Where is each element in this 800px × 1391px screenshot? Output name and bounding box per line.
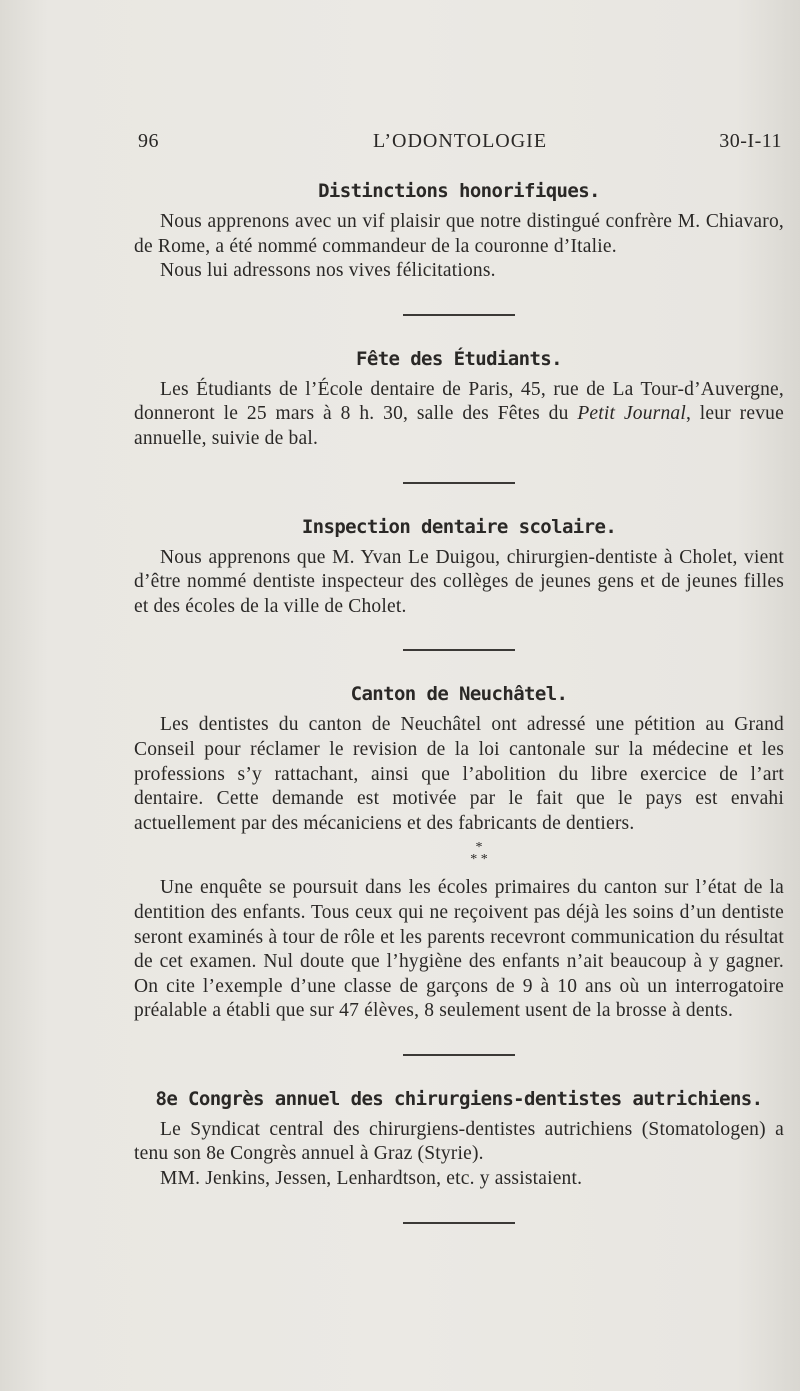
issue-date: 30-I-11 — [719, 130, 782, 152]
text-run: Les Étudiants de l’École dentaire de Paris, 45, rue de La Tour-d’Auvergne, donneront le 25 mars à 8 h. 30, salle des Fêtes du — [134, 378, 784, 425]
text-run: , leur revue annuelle, suivie de bal. — [134, 403, 784, 449]
asterism-bottom: * * — [470, 852, 488, 868]
paragraph: Nous apprenons que M. Yvan Le Duigou, chirurgien-dentiste à Cholet, vient d’être nommé dentiste inspecteur des collèges de jeunes gens et de jeunes filles et des écoles de la ville de Cholet. — [134, 546, 784, 617]
article-column — [134, 176, 784, 1252]
section-divider — [403, 1054, 515, 1056]
paragraph: Nous apprenons avec un vif plaisir que notre distingué confrère M. Chiavaro, de Rome, a été nommé commandeur de la couronne d’Italie. — [134, 211, 784, 257]
paragraph: Une enquête se poursuit dans les écoles primaires du canton sur l’état de la dentition des enfants. Tous ceux qui ne reçoivent pas déjà les soins d’un dentiste seront examinés à tour de rôle et les parents recevront communication du résultat de cet examen. Nul doute que l’hygiène des enfants n’ait beaucoup à y gagner. On cite l’exemple d’une classe de garçons de 9 à 10 ans où un interrogatoire préalable a établi que sur 47 élèves, 8 seulement usent de la brosse à dents. — [134, 877, 784, 1022]
newspaper-title-italic: Petit Journal — [577, 403, 686, 425]
paragraph — [134, 378, 784, 452]
paragraph: Les dentistes du canton de Neuchâtel ont adressé une pétition au Grand Conseil pour réclamer le revision de la loi cantonale sur la médecine et les professions s’y rattachant, ainsi que l’abolition du libre exercice de l’art dentaire. Cette demande est motivée par le fait que le pays est envahi actuellement par des mécaniciens et des fabricants de dentiers. — [134, 714, 784, 834]
section-title-congres: 8e Congrès annuel des chirurgiens-dentistes autrichiens. — [155, 1087, 763, 1110]
section-divider — [403, 1222, 515, 1224]
asterism — [174, 842, 784, 866]
paragraph: MM. Jenkins, Jessen, Lenhardtson, etc. y assistaient. — [160, 1168, 583, 1190]
section-divider — [403, 314, 515, 316]
page-number: 96 — [138, 130, 159, 152]
section-title-distinctions: Distinctions honorifiques. — [318, 180, 600, 202]
section-divider — [403, 482, 515, 484]
paragraph: Nous lui adressons nos vives félicitations. — [160, 260, 496, 282]
asterism-top: * — [475, 840, 483, 856]
journal-title: L’ODONTOLOGIE — [372, 130, 548, 152]
running-head — [138, 130, 782, 160]
section-title-inspection: Inspection dentaire scolaire. — [301, 515, 617, 538]
section-title-fete-etudiants: Fête des Étudiants. — [356, 347, 562, 370]
section-divider — [403, 649, 515, 651]
paragraph: Le Syndicat central des chirurgiens-dentistes autrichiens (Stomatologen) a tenu son 8e Congrès annuel à Graz (Styrie). — [134, 1118, 784, 1165]
section-title-neuchatel: Canton de Neuchâtel. — [350, 683, 568, 706]
